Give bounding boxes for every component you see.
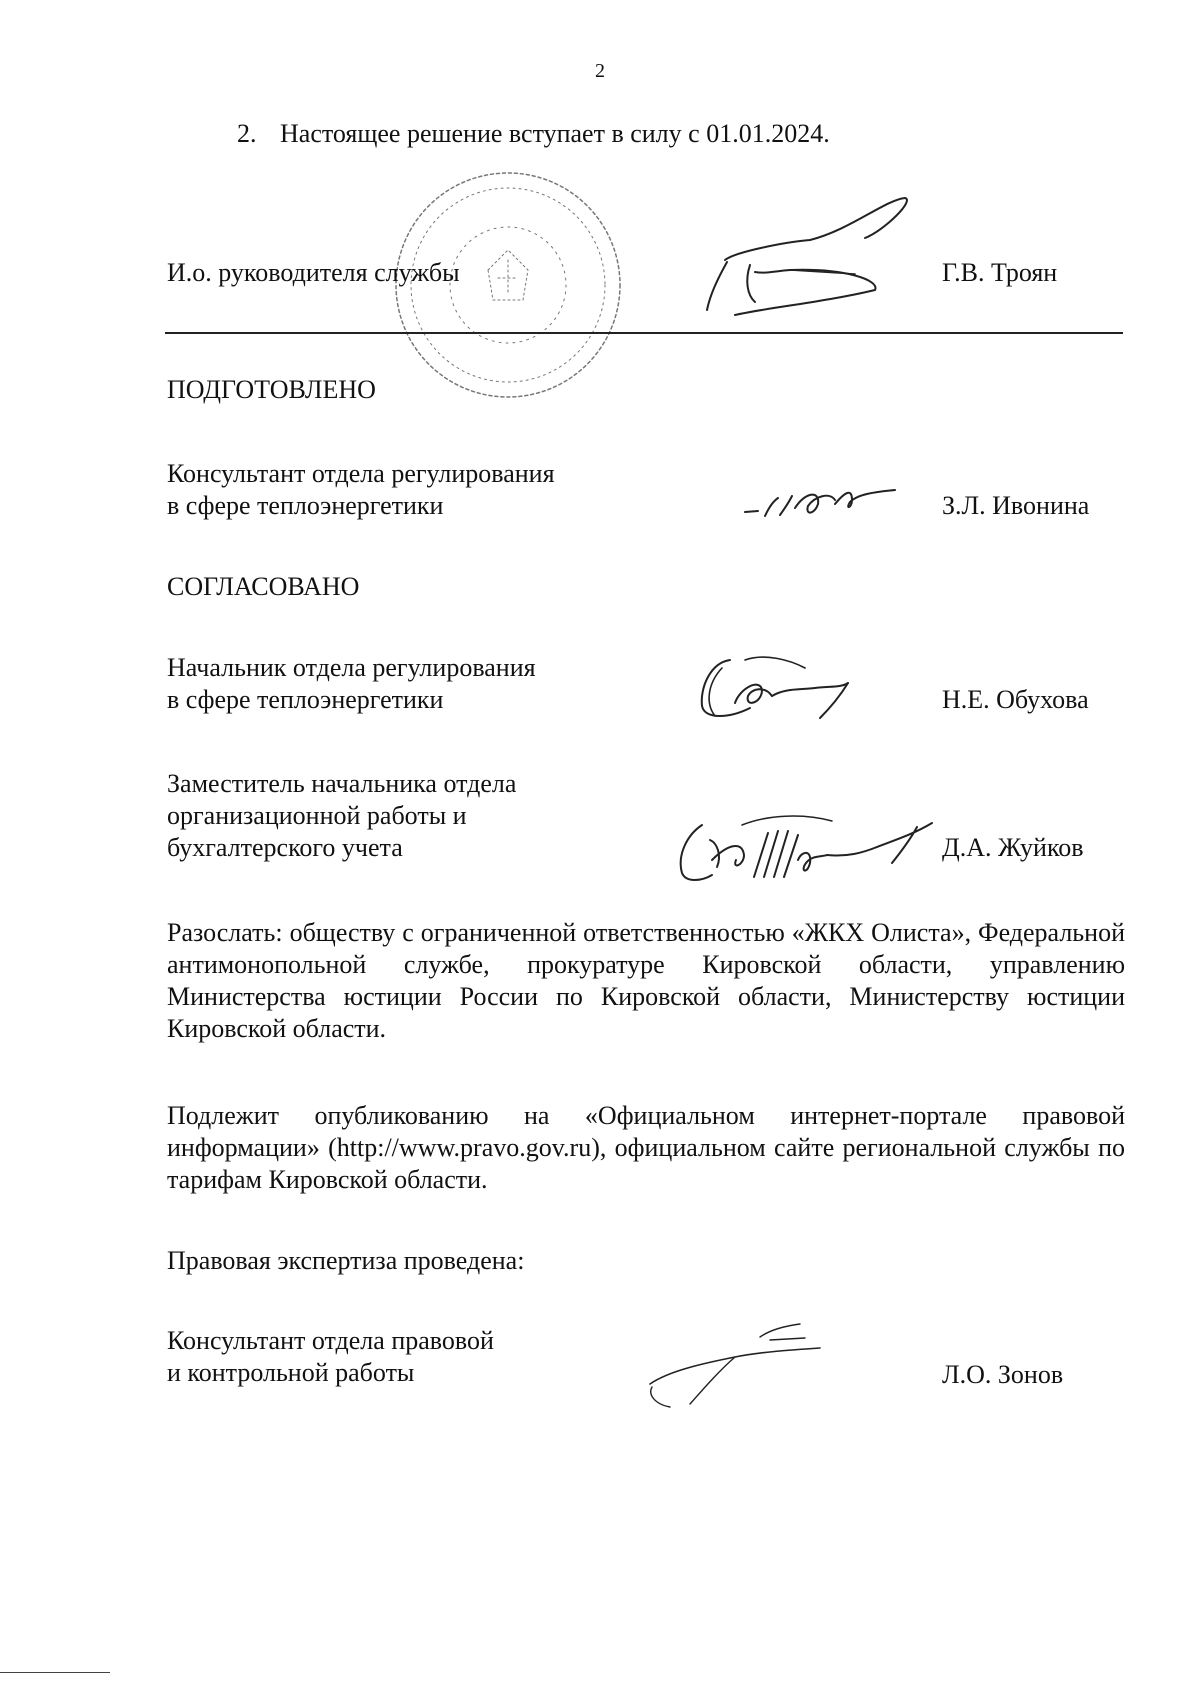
decision-item bbox=[237, 118, 830, 150]
publication-text: Подлежит опубликованию на «Официальном интернет-портале правовой информации» (http://www.pravo.gov.ru), официальном сайте региональной службы по тарифам Кировской области. bbox=[167, 1101, 1125, 1194]
item-number: 2. bbox=[237, 119, 257, 148]
approver2-position-line3: бухгалтерского учета bbox=[167, 833, 403, 862]
approver1-position-line1: Начальник отдела регулирования bbox=[167, 653, 536, 682]
prepared-heading: ПОДГОТОВЛЕНО bbox=[167, 375, 376, 404]
item-text: Настоящее решение вступает в силу с 01.01.2024. bbox=[280, 119, 830, 148]
legal-review-signature bbox=[640, 1312, 840, 1422]
approved-heading: СОГЛАСОВАНО bbox=[167, 572, 360, 601]
footer-rule bbox=[0, 1672, 110, 1673]
approver1-name: Н.Е. Обухова bbox=[942, 685, 1089, 714]
approver2-name: Д.А. Жуйков bbox=[942, 833, 1084, 862]
approver2-position-line2: организационной работы и bbox=[167, 801, 467, 830]
signature-underline bbox=[165, 332, 1123, 334]
legal-review-heading: Правовая экспертиза проведена: bbox=[167, 1246, 525, 1275]
head-name: Г.В. Троян bbox=[942, 258, 1058, 287]
approver1-position-line2: в сфере теплоэнергетики bbox=[167, 685, 444, 714]
legal-review-position-line1: Консультант отдела правовой bbox=[167, 1326, 494, 1355]
approver2-position-line1: Заместитель начальника отдела bbox=[167, 769, 517, 798]
prepared-signature bbox=[740, 480, 900, 530]
prepared-name: З.Л. Ивонина bbox=[942, 491, 1090, 520]
prepared-position-line1: Консультант отдела регулирования bbox=[167, 459, 555, 488]
approver2-signature bbox=[672, 805, 942, 895]
prepared-position-line2: в сфере теплоэнергетики bbox=[167, 491, 444, 520]
distribution-text: Разослать: обществу с ограниченной ответственностью «ЖКХ Олиста», Федеральной антимонопольной службе, прокуратуре Кировской области, управлению Министерства юстиции России по Кировской области, Министерству юстиции Кировской области. bbox=[167, 918, 1125, 1043]
head-position: И.о. руководителя службы bbox=[167, 258, 460, 287]
page-number: 2 bbox=[595, 60, 605, 82]
legal-review-name: Л.О. Зонов bbox=[942, 1360, 1064, 1389]
approver1-signature bbox=[690, 648, 870, 728]
legal-review-position-line2: и контрольной работы bbox=[167, 1358, 415, 1387]
head-signature bbox=[675, 190, 920, 345]
